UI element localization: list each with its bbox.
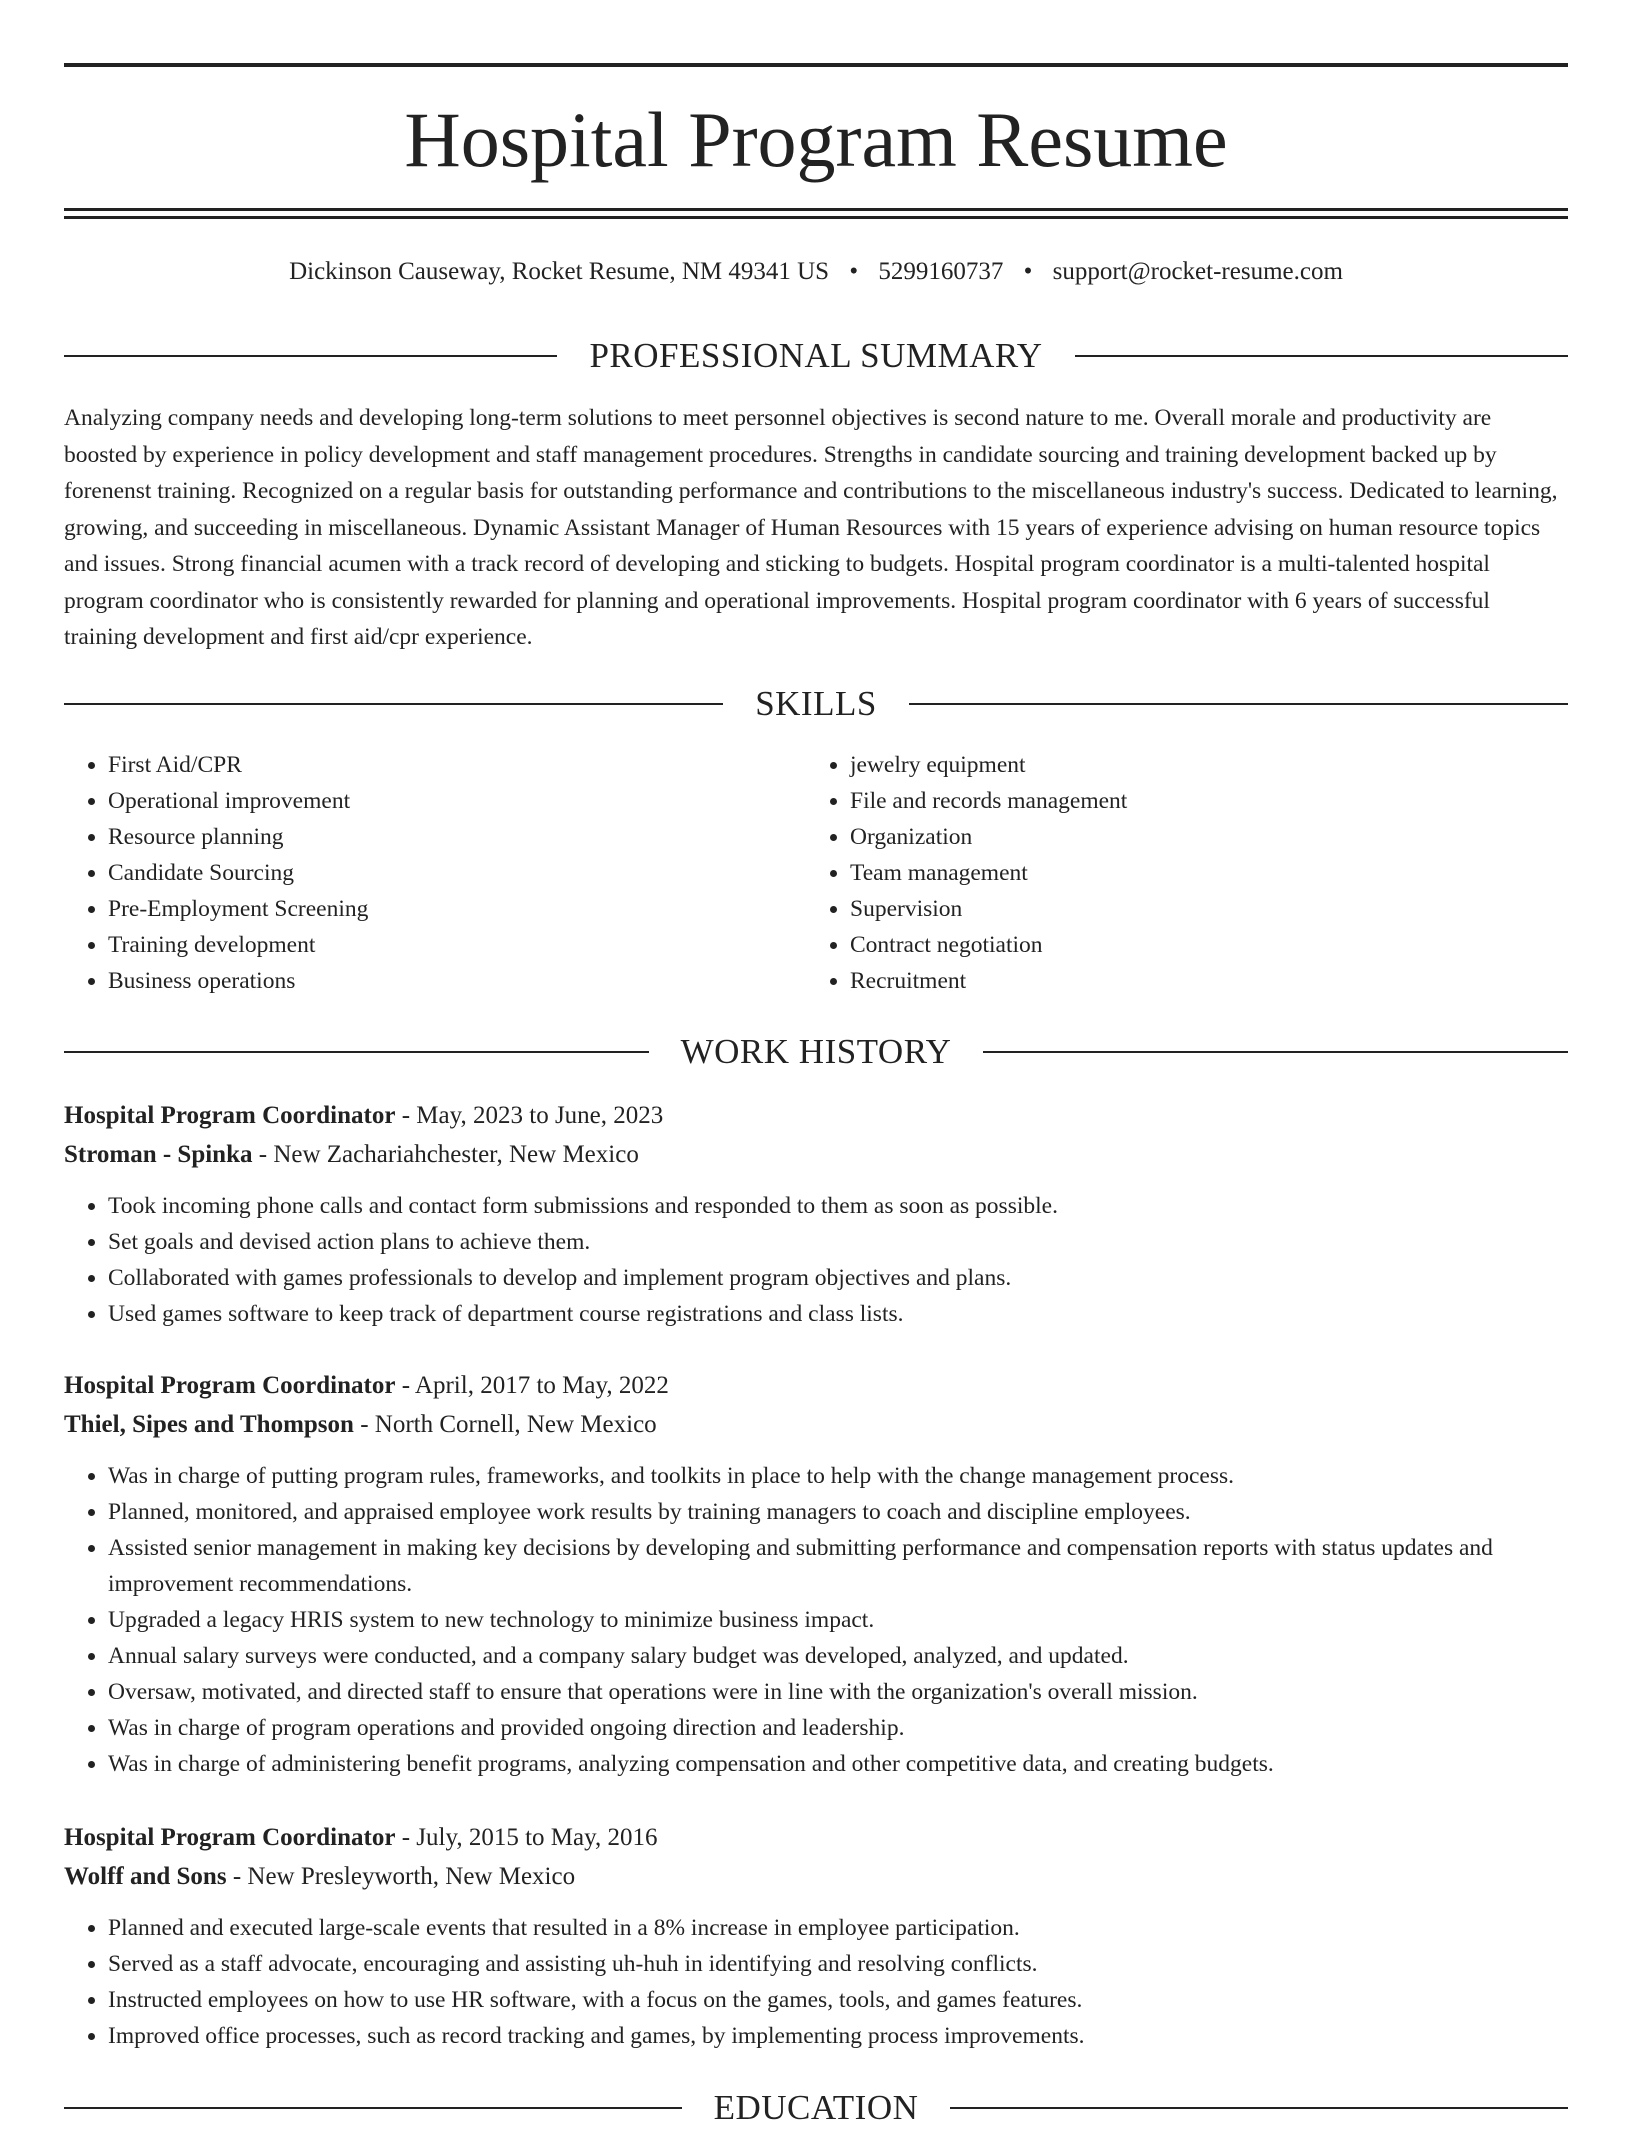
job-bullet: • Instructed employees on how to use HR software, with a focus on the games, tools, and games features. [108, 1982, 1568, 2018]
skill-item: • Supervision [850, 891, 1568, 927]
section-rule-left [64, 1051, 649, 1053]
summary-paragraph: Analyzing company needs and developing long-term solutions to meet personnel objectives is second nature to me. Overall morale and productivity are boosted by experience in policy development and staff management procedures. Strengths in candidate sourcing and training development backed up by forenenst training. Recognized on a regular basis for outstanding performance and contributions to the miscellaneous industry's success. Dedicated to learning, growing, and succeeding in miscellaneous. Dynamic Assistant Manager of Human Resources with 15 years of experience advising on human resource topics and issues. Strong financial acumen with a track record of developing and sticking to budgets. Hospital program coordinator is a multi-talented hospital program coordinator who is consistently rewarded for planning and operational improvements. Hospital program coordinator with 6 years of successful training development and first aid/cpr experience. [64, 405, 1558, 650]
job-bullet: • Was in charge of program operations and provided ongoing direction and leadership. [108, 1710, 1568, 1746]
job-location: New Zachariahchester, New Mexico [273, 1141, 639, 1168]
top-rule [64, 63, 1568, 67]
job-bullet: • Collaborated with games professionals to develop and implement program objectives and plans. [108, 1260, 1568, 1296]
job-company-line: Thiel, Sipes and Thompson - North Cornell, New Mexico [64, 1411, 657, 1438]
job-bullet: • Was in charge of putting program rules, frameworks, and toolkits in place to help with the change management process. [108, 1458, 1568, 1494]
job-company: Wolff and Sons [64, 1863, 227, 1890]
contact-email: support@rocket-resume.com [1052, 258, 1343, 285]
job-title-line: Hospital Program Coordinator - May, 2023 to June, 2023 [64, 1102, 664, 1129]
job-bullet: • Annual salary surveys were conducted, and a company salary budget was developed, analyzed, and updated. [108, 1638, 1568, 1674]
job-title: Hospital Program Coordinator [64, 1824, 396, 1851]
section-rule-left [64, 2107, 682, 2109]
job-entry [64, 1818, 1568, 2054]
job-bullet: • Took incoming phone calls and contact form submissions and responded to them as soon as possible. [108, 1188, 1568, 1224]
job-bullet: • Used games software to keep track of department course registrations and class lists. [108, 1296, 1568, 1332]
section-header-work-history [64, 1030, 1568, 1074]
section-rule-right [983, 1051, 1568, 1053]
job-entry [64, 1096, 1568, 1332]
resume-title: Hospital Program Resume [404, 96, 1228, 183]
job-title: Hospital Program Coordinator [64, 1372, 396, 1399]
job-bullet: • Improved office processes, such as record tracking and games, by implementing process improvements. [108, 2018, 1568, 2054]
job-title-line: Hospital Program Coordinator - April, 2017 to May, 2022 [64, 1372, 669, 1399]
job-dates: April, 2017 to May, 2022 [414, 1372, 669, 1399]
job-bullet: • Oversaw, motivated, and directed staff to ensure that operations were in line with the organization's overall mission. [108, 1674, 1568, 1710]
skill-item: • Recruitment [850, 963, 1568, 999]
job-bullet: • Served as a staff advocate, encouraging and assisting uh-huh in identifying and resolving conflicts. [108, 1946, 1568, 1982]
job-bullet: • Was in charge of administering benefit programs, analyzing compensation and other competitive data, and creating budgets. [108, 1746, 1568, 1782]
section-header-summary [64, 334, 1568, 378]
skill-item: • Candidate Sourcing [108, 855, 806, 891]
skill-item: • Contract negotiation [850, 927, 1568, 963]
skill-item: • First Aid/CPR [108, 747, 806, 783]
job-bullet: • Upgraded a legacy HRIS system to new technology to minimize business impact. [108, 1602, 1568, 1638]
job-entry [64, 1366, 1568, 1782]
skill-item: • Business operations [108, 963, 806, 999]
skill-item: • Team management [850, 855, 1568, 891]
job-bullet: • Set goals and devised action plans to achieve them. [108, 1224, 1568, 1260]
section-rule-left [64, 703, 723, 705]
skill-item: • Resource planning [108, 819, 806, 855]
job-title-line: Hospital Program Coordinator - July, 2015 to May, 2016 [64, 1824, 658, 1851]
title-rule-lower [64, 216, 1568, 219]
contact-line [64, 254, 1568, 290]
section-title: SKILLS [755, 684, 877, 723]
section-title: PROFESSIONAL SUMMARY [589, 336, 1043, 375]
skill-item: • Operational improvement [108, 783, 806, 819]
section-title: WORK HISTORY [680, 1032, 952, 1071]
job-dates: July, 2015 to May, 2016 [416, 1824, 658, 1851]
skill-item: • jewelry equipment [850, 747, 1568, 783]
job-bullets [64, 1910, 1568, 2054]
title-rule-upper [64, 208, 1568, 211]
skill-item: • Organization [850, 819, 1568, 855]
job-title: Hospital Program Coordinator [64, 1102, 396, 1129]
contact-phone: 5299160737 [878, 258, 1004, 285]
job-bullet: • Assisted senior management in making key decisions by developing and submitting performance and compensation reports with status updates and improvement recommendations. [108, 1530, 1568, 1602]
job-bullets [64, 1458, 1568, 1782]
job-company: Stroman - Spinka [64, 1141, 253, 1168]
section-title: EDUCATION [713, 2088, 919, 2127]
skill-item: • File and records management [850, 783, 1568, 819]
job-bullet: • Planned and executed large-scale events that resulted in a 8% increase in employee participation. [108, 1910, 1568, 1946]
contact-address: Dickinson Causeway, Rocket Resume, NM 49341 US [289, 258, 830, 285]
job-dates: May, 2023 to June, 2023 [416, 1102, 664, 1129]
contact-separator: • [1023, 258, 1033, 285]
job-location: New Presleyworth, New Mexico [247, 1863, 576, 1890]
job-company-line: Wolff and Sons - New Presleyworth, New Mexico [64, 1863, 576, 1890]
skill-item: • Training development [108, 927, 806, 963]
job-company: Thiel, Sipes and Thompson [64, 1411, 354, 1438]
skill-item: • Pre-Employment Screening [108, 891, 806, 927]
job-location: North Cornell, New Mexico [374, 1411, 657, 1438]
skills-list-left [64, 747, 806, 999]
contact-separator: • [849, 258, 859, 285]
job-bullets [64, 1188, 1568, 1332]
skills-list-right [806, 747, 1568, 999]
section-rule-right [1075, 355, 1568, 357]
section-rule-left [64, 355, 557, 357]
section-header-skills [64, 682, 1568, 726]
section-rule-right [950, 2107, 1568, 2109]
section-rule-right [909, 703, 1568, 705]
skills-columns [64, 747, 1568, 999]
job-company-line: Stroman - Spinka - New Zachariahchester, New Mexico [64, 1141, 639, 1168]
job-bullet: • Planned, monitored, and appraised employee work results by training managers to coach and discipline employees. [108, 1494, 1568, 1530]
section-header-education [64, 2086, 1568, 2130]
